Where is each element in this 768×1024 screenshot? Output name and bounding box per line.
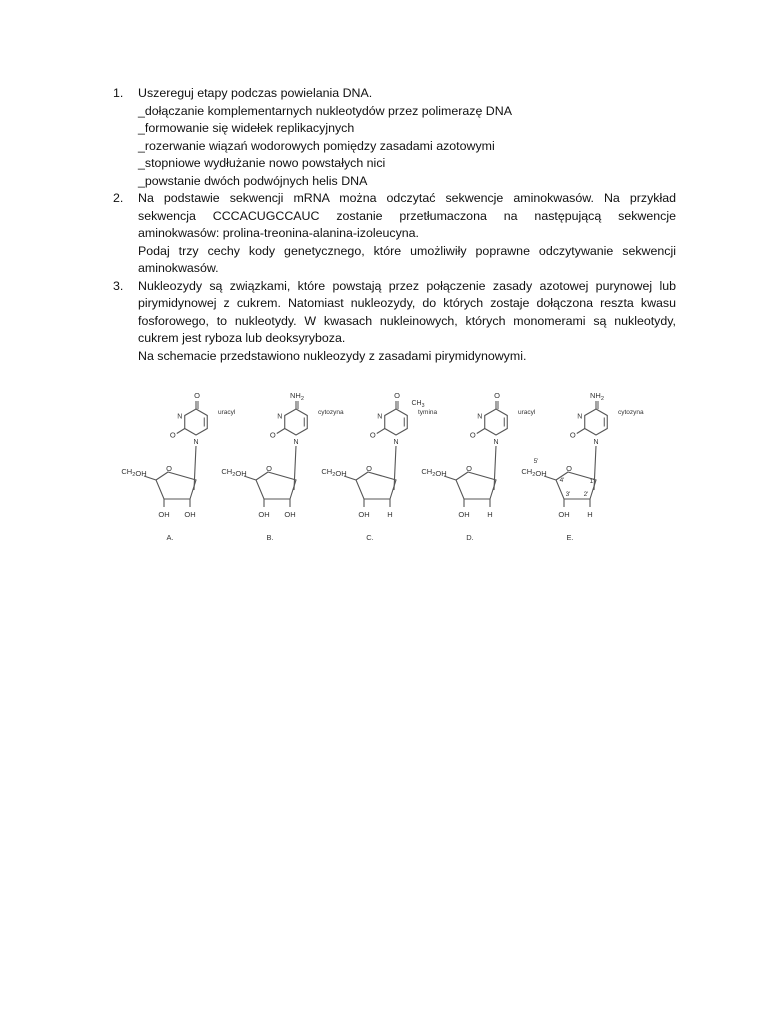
structure-letter-label: E. [566,533,574,542]
base-name-label: uracyl [518,409,536,416]
c3-substituent-label: OH [458,510,470,519]
carbon-number-label: 2' [583,491,589,498]
sugar-ring [356,472,396,499]
carbonyl-bond [377,429,385,434]
sugar-ring [256,472,296,499]
nitrogen-atom-label: N [477,413,483,421]
ch2oh-label: $CH_2OH$ [121,467,147,478]
question-paragraph: Podaj trzy cechy kody genetycznego, które umożliwiły poprawne odczytywanie sekwencji aminokwasów. [138,243,676,275]
carbonyl-oxygen-label: O [169,430,176,440]
sugar-oxygen-label: O [166,464,172,473]
sugar-oxygen-label: O [466,464,472,473]
nitrogen-atom-label: N [377,413,383,421]
c2-substituent-label: H [387,510,393,519]
structure-letter-label: A. [166,533,174,542]
ch2oh-label: $CH_2OH$ [421,467,447,478]
sugar-oxygen-label: O [366,464,372,473]
c2-substituent-label: OH [284,510,296,519]
carbon-number-label: 3' [565,491,571,498]
question-1 [113,85,676,190]
question-number: 3. [113,278,124,293]
carbonyl-bond [577,429,585,434]
carbonyl-oxygen-label: O [369,430,376,440]
c3-substituent-label: OH [258,510,270,519]
question-3 [113,278,676,366]
question-paragraph: Nukleozydy są związkami, które powstają przez połączenie zasady azotowej purynowej lub pirymidynowej z cukrem. Natomiast nukleozydy, do których zostaje dołączona reszta kwasu fosforowego, to nukleotydy. W kwasach nukleinowych, których monomerami są nukleotydy, cukrem jest ryboza lub deoksyryboza. [138,278,676,345]
nitrogen-atom-label: N [493,439,499,446]
sugar-oxygen-label: O [566,464,572,473]
nucleoside-diagram [108,382,668,547]
structure-letter-label: B. [266,533,274,542]
structure-letter-label: D. [466,533,474,542]
replication-step: _powstanie dwóch podwójnych helis DNA [138,173,368,188]
question-paragraph: Na schemacie przedstawiono nukleozydy z zasadami pirymidynowymi. [138,348,527,363]
c3-substituent-label: OH [558,510,570,519]
base-name-label: tymina [418,409,438,416]
base-name-label: cytozyna [618,409,644,416]
carbonyl-bond [477,429,485,434]
carbonyl-bond [277,429,285,434]
nitrogen-atom-label: N [393,439,399,446]
nucleoside-structure [121,391,236,542]
carbonyl-bond [177,429,185,434]
carbon-number-label: 4' [559,477,565,484]
top-group-label: O [394,391,400,400]
replication-step: _stopniowe wydłużanie nowo powstałych nici [138,156,386,170]
c3-substituent-label: OH [358,510,370,519]
nitrogen-atom-label: N [593,439,599,446]
replication-step: _rozerwanie wiązań wodorowych pomiędzy zasadami azotowymi [138,138,495,153]
c2-substituent-label: OH [184,510,196,519]
nitrogen-atom-label: N [193,439,199,446]
nucleoside-structure [521,391,644,542]
nucleoside-structure [421,391,536,542]
top-group-label: O [494,391,500,400]
question-2 [113,190,676,278]
carbon-number-label: 1' [589,478,595,485]
nitrogen-atom-label: N [277,413,283,421]
ch2oh-label: $CH_2OH$ [521,467,547,478]
base-name-label: cytozyna [318,409,344,416]
question-list [113,85,676,365]
c3-substituent-label: OH [158,510,170,519]
sugar-ring [156,472,196,499]
ch2oh-label: $CH_2OH$ [221,467,247,478]
carbonyl-oxygen-label: O [469,430,476,440]
top-group-label: $NH_2$ [590,391,604,402]
top-group-label: $NH_2$ [290,391,304,402]
carbonyl-oxygen-label: O [569,430,576,440]
question-number: 1. [113,86,124,100]
ch2oh-label: $CH_2OH$ [321,467,347,478]
top-group-label: O [194,391,200,400]
question-paragraph: Na podstawie sekwencji mRNA można odczytać sekwencje aminokwasów. Na przykład sekwencja CCCACUGCCAUC zostanie przetłumaczona na następującą sekwencje aminokwasów: prolina-treonina-alanina-izoleucyna. [138,191,676,240]
base-name-label: uracyl [218,409,236,416]
question-title: Uszereguj etapy podczas powielania DNA. [138,86,373,100]
c2-substituent-label: H [587,510,593,519]
sugar-oxygen-label: O [266,464,272,473]
question-number: 2. [113,191,124,205]
nitrogen-atom-label: N [293,439,299,446]
structure-letter-label: C. [366,533,374,542]
c2-substituent-label: H [487,510,493,519]
nucleoside-structures-svg [108,382,668,547]
replication-step: _dołączanie komplementarnych nukleotydów przez polimerazę DNA [138,103,512,118]
replication-step: _formowanie się widełek replikacyjnych [138,121,355,135]
sugar-ring [456,472,496,499]
nitrogen-atom-label: N [177,413,183,421]
nitrogen-atom-label: N [577,413,583,421]
carbon-number-label: 5' [533,458,539,465]
methyl-group-label: $CH_3$ [411,400,425,409]
carbonyl-oxygen-label: O [269,430,276,440]
